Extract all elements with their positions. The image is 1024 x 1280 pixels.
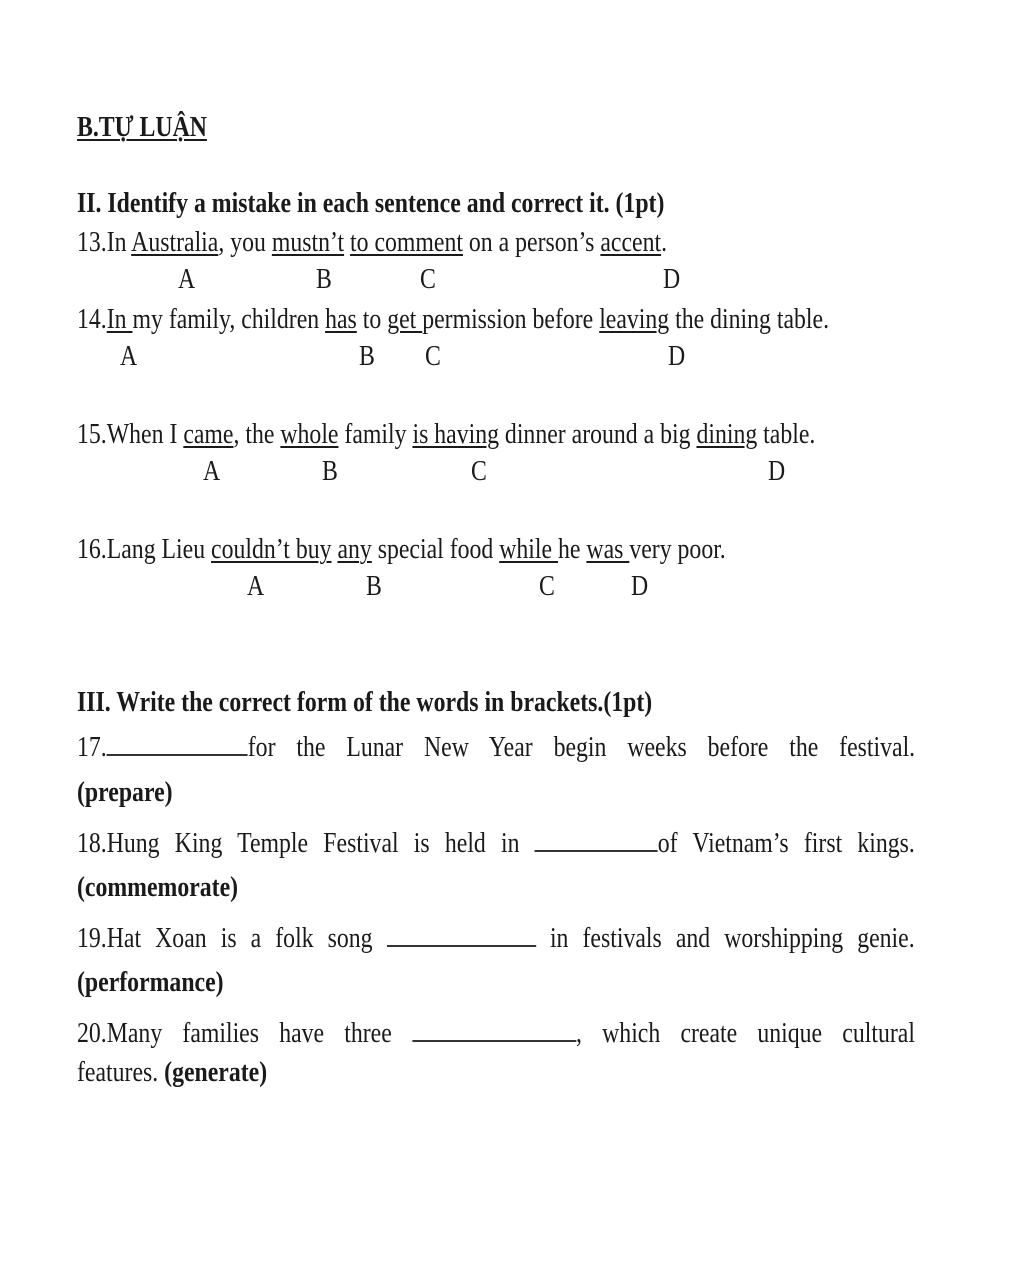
text: of Vietnam’s first kings. [657, 827, 915, 859]
answer-blank[interactable] [412, 1018, 576, 1042]
hint-word: (prepare) [77, 776, 173, 808]
text: in festivals and worshipping genie. [535, 922, 915, 954]
section-title: B.TỰ LUẬN [77, 111, 207, 143]
label-d: D [768, 455, 786, 487]
option-a-text: couldn’t buy [211, 533, 332, 565]
text: dinner around a big [498, 418, 697, 450]
text: When I [106, 418, 184, 450]
question-20-continuation [77, 1055, 267, 1089]
question-17 [77, 730, 915, 764]
text: , which create unique cultural [575, 1017, 915, 1049]
label-c: C [420, 263, 436, 295]
question-16 [77, 532, 726, 566]
option-c-text: get [387, 303, 423, 335]
option-d-text: was [586, 533, 630, 565]
text: features. [77, 1056, 165, 1088]
text: Many families have three [106, 1017, 412, 1049]
option-a-text: Australia [131, 226, 219, 258]
label-d: D [668, 340, 686, 372]
text: table. [757, 418, 816, 450]
question-number: 18. [77, 827, 107, 859]
question-number: 16. [77, 533, 107, 565]
option-b-text: mustn’t [271, 226, 345, 258]
text: . [661, 226, 668, 258]
label-a: A [120, 340, 138, 372]
question-number: 19. [77, 922, 107, 954]
label-a: A [247, 570, 265, 602]
question-20 [77, 1016, 915, 1050]
label-b: B [366, 570, 382, 602]
option-a-text: In [106, 303, 133, 335]
text: permission before [422, 303, 600, 335]
hint-word: (commemorate) [77, 871, 239, 903]
option-b-text: any [337, 533, 372, 565]
question-14 [77, 302, 829, 336]
label-b: B [359, 340, 375, 372]
hint-word: (generate) [164, 1056, 268, 1088]
part2-heading: II. Identify a mistake in each sentence and correct it. (1pt) [77, 187, 665, 219]
question-19 [77, 921, 915, 955]
label-b: B [316, 263, 332, 295]
part3-heading: III. Write the correct form of the words in brackets.(1pt) [77, 686, 653, 718]
question-18 [77, 826, 915, 860]
option-c-text: is having [412, 418, 499, 450]
label-c: C [539, 570, 555, 602]
option-b-text: whole [280, 418, 339, 450]
text: , the [233, 418, 281, 450]
label-a: A [178, 263, 196, 295]
label-c: C [425, 340, 441, 372]
question-number: 15. [77, 418, 107, 450]
text: Hat Xoan is a folk song [106, 922, 387, 954]
text: my family, children [132, 303, 326, 335]
answer-blank[interactable] [107, 732, 248, 756]
option-d-text: leaving [599, 303, 670, 335]
text: he [558, 533, 587, 565]
option-d-text: dining [696, 418, 758, 450]
text: for the Lunar New Year begin weeks before the festival. [247, 731, 916, 763]
answer-blank[interactable] [387, 923, 536, 947]
question-13 [77, 225, 667, 259]
label-d: D [631, 570, 649, 602]
question-number: 13. [77, 226, 107, 258]
text: Lang Lieu [106, 533, 212, 565]
text: Hung King Temple Festival is held in [106, 827, 535, 859]
option-a-text: came [183, 418, 234, 450]
label-b: B [322, 455, 338, 487]
hint-word: (performance) [77, 966, 224, 998]
answer-blank[interactable] [535, 828, 658, 852]
option-b-text: has [325, 303, 357, 335]
text: the dining table. [669, 303, 830, 335]
option-d-text: accent [600, 226, 662, 258]
text: on a person’s [462, 226, 601, 258]
label-c: C [471, 455, 487, 487]
text: In [106, 226, 132, 258]
text: very poor. [629, 533, 726, 565]
label-d: D [663, 263, 681, 295]
question-15 [77, 417, 815, 451]
text: to [356, 303, 388, 335]
option-c-text: while [499, 533, 559, 565]
question-number: 17. [77, 731, 107, 763]
text: special food [371, 533, 500, 565]
option-c-text: to comment [350, 226, 463, 258]
question-number: 20. [77, 1017, 107, 1049]
text: family [338, 418, 413, 450]
text: , you [218, 226, 272, 258]
label-a: A [203, 455, 221, 487]
question-number: 14. [77, 303, 107, 335]
